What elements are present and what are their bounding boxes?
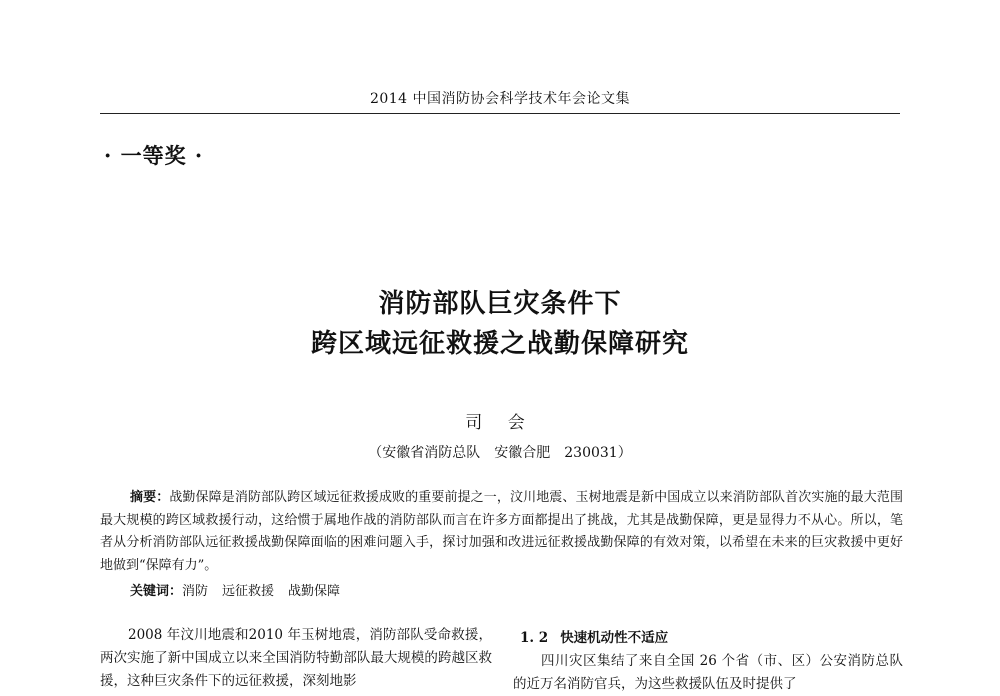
running-header: 2014 中国消防协会科学技术年会论文集 xyxy=(369,91,631,107)
abstract-text: 战勤保障是消防部队跨区域远征救援成败的重要前提之一，汶川地震、玉树地震是新中国成立以来消防部队首次实施的最大范围最大规模的跨区域救援行动，这给惯于属地作战的消防部队而言在许多方面都提出了挑战，尤其是战勤保障，更是显得力不从心。所以，笔者从分析消防部队远征救援战勤保障面临的困难问题入手，探讨加强和改进远征救援战勤保障的有效对策，以希望在未来的巨灾救援中更好地做到“保障有力”。 xyxy=(100,490,903,573)
header-rule xyxy=(100,113,900,114)
section-heading xyxy=(520,626,668,646)
award-label: · 一等奖 · xyxy=(104,143,204,168)
section-title: 快速机动性不适应 xyxy=(560,630,669,646)
body-paragraph-right: 四川灾区集结了来自全国 26 个省（市、区）公安消防总队的近万名消防官兵，为这些救援队伍及时提供了 xyxy=(513,653,903,692)
keywords-label: 关键词： xyxy=(130,584,183,599)
abstract xyxy=(100,487,903,577)
paper-title-line-1: 消防部队巨灾条件下 xyxy=(378,289,622,319)
keyword: 战勤保障 xyxy=(288,584,341,599)
paper-title-line-2: 跨区域远征救援之战勤保障研究 xyxy=(310,329,689,359)
author-name: 司 会 xyxy=(465,413,535,433)
abstract-label: 摘要： xyxy=(130,490,170,505)
author-affiliation: （安徽省消防总队 安徽合肥 230031） xyxy=(368,445,632,461)
body-paragraph-left: 2008 年汶川地震和2010 年玉树地震，消防部队受命救援，两次实施了新中国成立以来全国消防特勤部队最大规模的跨越区救援，这种巨灾条件下的远征救援，深刻地影 xyxy=(100,627,492,689)
section-number: 1. 2 xyxy=(520,630,549,646)
keywords xyxy=(130,580,354,599)
keyword: 消防 xyxy=(182,584,209,599)
keyword: 远征救援 xyxy=(222,584,275,599)
